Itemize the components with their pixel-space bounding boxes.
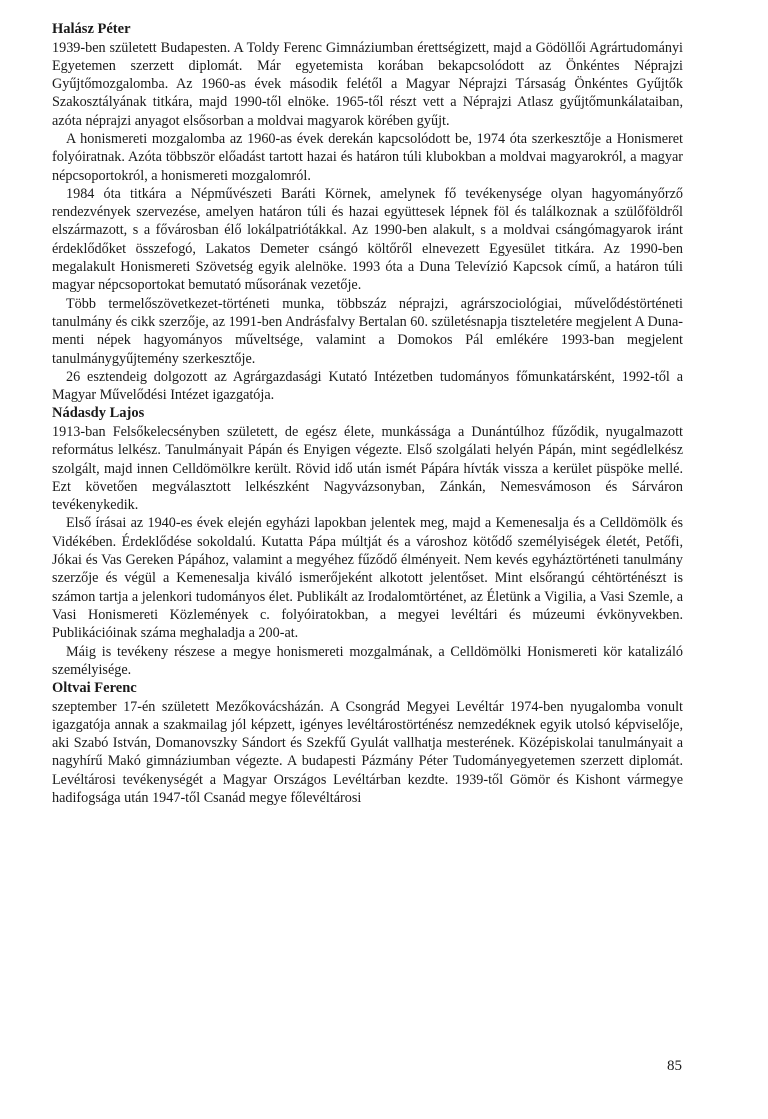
paragraph: Máig is tevékeny részese a megye honismereti mozgalmának, a Celldömölki Honismereti kör katalizáló személyisége. (52, 643, 683, 678)
page-number: 85 (667, 1058, 682, 1074)
paragraph: A honismereti mozgalomba az 1960-as évek derekán kapcsolódott be, 1974 óta szerkesztője a Honismeret folyóiratnak. Azóta többször előadást tartott hazai és határon túli klubokban a moldvai magyarokról, a magyar népcsoportokról, a honismereti mozgalomról. (52, 130, 683, 184)
paragraph: Első írásai az 1940-es évek elején egyházi lapokban jelentek meg, majd a Kemenesalja és a Celldömölk és Vidékében. Érdeklődése sokoldalú. Kutatta Pápa múltját és a városhoz kötődő személyiségek életét, Petőfi, Jókai és Vas Gereken Pápához, valamint a megyéhez fűződő élményeit. Nem kevés egyháztörténeti tanulmány szerzője és végül a Kemenesalja kiváló ismerőjeként alkotott jelentőset. Mint elsőrangú céhtörténészt is számon tartja a jelenkori tudományos élet. Publikált az Irodalomtörténet, az Életünk a Vigilia, a Vasi Szemle, a Vasi Honismereti Közlemények c. folyóiratokban, a megyei levéltári és múzeumi évkönyvekben. Publikációinak száma meghaladja a 200-at. (52, 515, 683, 642)
entry-name: Halász Péter (52, 21, 131, 37)
paragraph: szeptember 17-én született Mezőkovácsházán. A Csongrád Megyei Levéltár 1974-ben nyugalomba vonult igazgatója annak a szakmailag jól képzett, igényes levéltárostörténész nemzedéknek egyik utolsó képviselője, aki Szabó István, Domanovszky Sándort és Szekfű Gyulát vallhatja mesterének. Középiskolai tanulmányait a nagyhírű Makó gimnáziumban végezte. A budapesti Pázmány Péter Tudományegyetemen szerzett diplomát. Levéltárosi tevékenységét a Magyar Országos Levéltárban kezdte. 1939-től Gömör és Kishont vármegye hadifogsága után 1947-től Csanád megye főlevéltárosi (52, 698, 683, 807)
entry-name: Nádasdy Lajos (52, 405, 145, 422)
paragraph: 1913-ban Felsőkelecsényben született, de egész élete, munkássága a Dunántúlhoz fűződik, nyugalmazott református lelkész. Tanulmányait Pápán és Enyigen végezte. Első szolgálati helyén Pápán, mint segédlelkész szolgált, majd innen Celldömölkre került. Rövid idő után ismét Pápára hívták vissza a kerület püspöke mellé. Ezt követően megválasztott lelkészként Nagyvázsonyban, Zánkán, Nemesvámoson és Sárváron tevékenykedik. (52, 423, 683, 514)
paragraph: Több termelőszövetkezet-történeti munka, többszáz néprajzi, agrárszociológiai, művelődéstörténeti tanulmány és cikk szerzője, az 1991-ben Andrásfalvy Bertalan 60. születésnapja tiszteletére megjelent A Duna-menti népek hagyományos műveltsége, valamint a Domokos Pál emlékére 1993-ban megjelent tanulmánygyűjtemény szerkesztője. (52, 295, 683, 367)
entry-name: Oltvai Ferenc (52, 680, 137, 697)
paragraph: 26 esztendeig dolgozott az Agrárgazdasági Kutató Intézetben tudományos főmunkatársként, 1992-től a Magyar Művelődési Intézet igazgatója. (52, 368, 683, 404)
paragraph: 1939-ben született Budapesten. A Toldy Ferenc Gimnáziumban érettségizett, majd a Gödöllői Agrártudományi Egyetemen szerzett diplomát. Már egyetemista korában bekapcsolódott az Önkéntes Néprajzi Gyűjtőmozgalomba. Az 1960-as évek második felétől a Magyar Néprajzi Társaság Önkéntes Gyűjtők Szakosztályának titkára, majd 1990-től elnöke. 1965-től részt vett a Néprajzi Atlasz gyűjtőmunkálataiban, azóta néprajzi anyagot elsősorban a moldvai magyarok körében gyűjt. (52, 39, 683, 129)
paragraph: 1984 óta titkára a Népművészeti Baráti Körnek, amelynek fő tevékenysége olyan hagyományőrző rendezvények szervezése, amelyen határon túli és hazai együttesek lépnek föl és találkoznak a szülőföldről elszármazott, s a fővárosban élő lokálpatriótákkal. Az 1990-ben alakult, s a moldvai csángómagyarok iránt érdeklődőket összefogó, Lakatos Demeter csángó költőről elnevezett Egyesület titkára. Az 1990-ben megalakult Honismereti Szövetség egyik alelnöke. 1993 óta a Duna Televízió Kapcsok című, a határon túli magyar népcsoportokat bemutató műsorának vezetője. (52, 185, 683, 294)
